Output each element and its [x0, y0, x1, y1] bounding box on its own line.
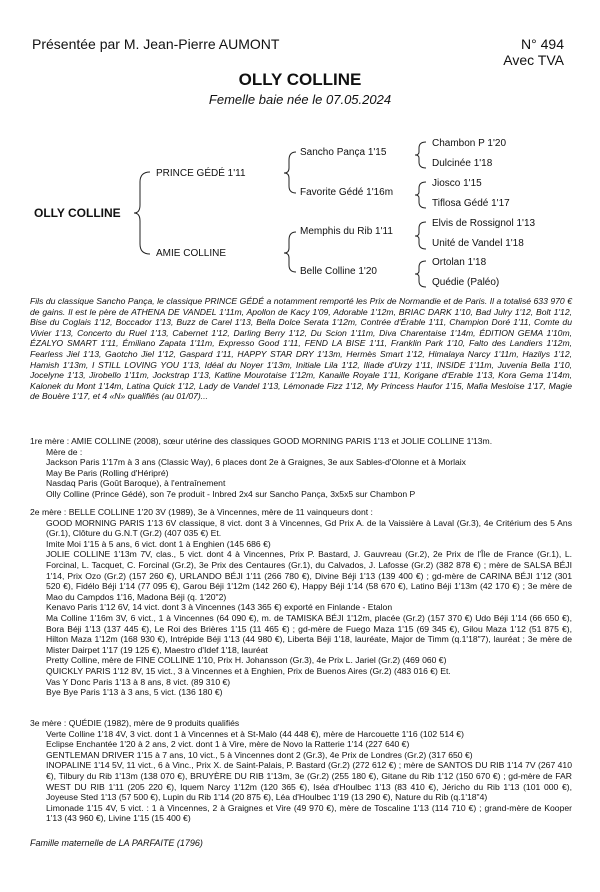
- pedigree-dsd: Unité de Vandel 1'18: [432, 238, 524, 249]
- horse-title: OLLY COLLINE: [238, 70, 362, 89]
- second-dam-line: Pretty Colline, mère de FINE COLLINE 1'10, Prix H. Johansson (Gr.3), 4e Prix L. Jariel (Gr.2) (469 060 €): [46, 655, 447, 666]
- first-dam-heading: 1re mère : AMIE COLLINE (2008), sœur utérine des classiques GOOD MORNING PARIS 1'13 et JOLIE COLLINE 1'13m.: [30, 436, 493, 446]
- first-dam-line: Olly Colline (Prince Gédé), son 7e produit - Inbred 2x4 sur Sancho Pança, 3x5x5 sur Chambon P: [46, 488, 416, 499]
- second-dam-line: Vas Y Donc Paris 1'13 à 8 ans, 8 vict. (89 310 €): [46, 676, 231, 687]
- pedigree-dam-dam: Belle Colline 1'20: [300, 266, 377, 277]
- pedigree-ssd: Dulcinée 1'18: [432, 158, 493, 169]
- pedigree-sire-dam: Favorite Gédé 1'16m: [300, 187, 394, 198]
- pedigree-dam: AMIE COLLINE: [156, 248, 227, 259]
- third-dam-line: Verte Colline 1'18 4V, 3 vict. dont 1 à Vincennes et à St-Malo (44 448 €), mère de Harcouette 1'16 (102 514 €): [46, 728, 464, 739]
- pedigree-sire-sire: Sancho Pança 1'15: [300, 147, 387, 158]
- first-dam-sub: Mère de :: [46, 446, 83, 457]
- second-dam-line: Bye Bye Paris 1'13 à 3 ans, 5 vict. (136 180 €): [46, 687, 223, 698]
- first-dam-section: [30, 436, 572, 500]
- pedigree-horse: OLLY COLLINE: [34, 206, 121, 220]
- second-dam-line: Ma Colline 1'16m 3V, 6 vict., 1 à Vincennes (64 090 €), m. de TAMISKA BÉJI 1'12m, placée (Gr.2) (157 370 €) Udo Béji 1'14 (66 650 €), Bora Béji 1'13 (137 445 €), Le Roi des Brières 1'15 (11 465 €) ; gd-mère de Fuego Maza 1'15 (69 345 €), Gilou Maza 1'12 (51 875 €), Hilton Maza 1'12m (168 930 €), Intrépide Béji 1'13 (44 980 €), Liberta Béji 1'18, lauréate, Major de Timm (q.1'18"7), lauréat ; 3e mère de Mister Dairpet 1'17 (19 125 €), Maestro d'Idef 1'18, lauréat: [46, 612, 572, 655]
- maternal-family-footer: Famille maternelle de LA PARFAITE (1796): [30, 838, 203, 848]
- second-dam-line: JOLIE COLLINE 1'13m 7V, clas., 5 vict. dont 4 à Vincennes, Prix P. Bastard, J. Gauvreau (Gr.2), 2e Prix de l'Île de France (Gr.1), L. Forcinal, L. Tacquet, C. Forcinal (Gr.2), 3e Prix des Centaures (Gr.1), du Calvados, J. Lafosse (Gr.2) (382 878 €) ; mère de SALSA BÉJI 1'14, Prix Ozo (Gr.2) (157 260 €), URLANDO BÉJI 1'11 (266 780 €), Divine Béji 1'13 (139 400 €) ; gd-mère de CARINA BÉJI 1'12 (301 520 €), Fidélo Béji 1'14 (77 095 €), Garou Béji 1'12m (142 260 €), Happy Béji 1'14 (58 670 €), Latino Béji 1'13m (42 170 €) ; 3e mère de Mao du Campdos 1'16, Madona Béji (q. 1'20"2): [46, 549, 572, 602]
- pedigree-ddd: Quédie (Paléo): [432, 277, 500, 288]
- third-dam-heading: 3e mère : QUÉDIE (1982), mère de 9 produits qualifiés: [30, 718, 240, 728]
- pedigree-dss: Elvis de Rossignol 1'13: [432, 218, 536, 229]
- sire-intro-paragraph: [30, 296, 572, 402]
- first-dam-line: Jackson Paris 1'17m à 3 ans (Classic Way), 6 places dont 2e à Graignes, 3e aux Sables-d'Olonne et à Morlaix: [46, 457, 466, 468]
- first-dam-line: May Be Paris (Rolling d'Héripré): [46, 467, 169, 478]
- third-dam-line: INOPALINE 1'14 5V, 11 vict., 6 à Vinc., Prix X. de Saint-Palais, P. Bastard (Gr.2) (272 612 €) ; mère de SANTOS DU RIB 1'14 7V (267 410 €), Tilbury du Rib 1'13m (138 070 €), BRUYÈRE DU RIB 1'13m, 3e (Gr.2) (255 180 €), Gitane du Rib 1'12 (150 670 €) ; gd-mère de FAR WEST DU RIB 1'11 (205 220 €), Iquem Narcy 1'12m (120 365 €), Iséa d'Houlbec 1'13 (83 410 €), Jéricho du Rib 1'13 (101 000 €), Joyeuse Sted 1'13 (57 500 €), Lupin du Rib 1'14 (20 875 €), Léa d'Houlbec 1'19 (13 290 €), Nature du Rib (q.1'18"4): [46, 760, 572, 803]
- pedigree-sire: PRINCE GÉDÉ 1'11: [156, 168, 246, 179]
- pedigree-sdd: Tiflosa Gédé 1'17: [432, 198, 510, 209]
- third-dam-section: [30, 718, 572, 824]
- second-dam-line: QUICKLY PARIS 1'12 8V, 15 vict., 3 à Vincennes et à Enghien, Prix de Buenos Aires (Gr.2) (483 016 €) Et.: [46, 665, 451, 676]
- second-dam-line: Imite Moi 1'15 à 5 ans, 6 vict. dont 1 à Enghien (145 686 €): [46, 538, 271, 549]
- first-dam-line: Nasdaq Paris (Goût Baroque), à l'entraînement: [46, 478, 226, 489]
- vat-label: Avec TVA: [503, 52, 564, 68]
- pedigree-dds: Ortolan 1'18: [432, 257, 487, 268]
- second-dam-line: GOOD MORNING PARIS 1'13 6V classique, 8 vict. dont 3 à Vincennes, Gd Prix A. de la Vaissière à Laval (Gr.3), 4e Critérium des 5 Ans (Gr.1), Clôture du G.N.T (Gr.2) (407 035 €) Et.: [46, 517, 572, 539]
- second-dam-heading: 2e mère : BELLE COLLINE 1'20 3V (1989), 3e à Vincennes, mère de 11 vainqueurs dont :: [30, 507, 373, 517]
- horse-description: Femelle baie née le 07.05.2024: [208, 92, 392, 107]
- lot-number: N° 494: [521, 36, 564, 52]
- second-dam-section: [30, 507, 572, 698]
- third-dam-line: Limonade 1'15 4V, 5 vict. : 1 à Vincennes, 2 à Graignes et Vire (49 970 €), mère de Toscaline 1'13 (114 710 €) ; grand-mère de Kooper 1'13 (43 960 €), Livine 1'15 (15 400 €): [46, 802, 572, 824]
- third-dam-line: GENTLEMAN DRIVER 1'15 à 7 ans, 10 vict., 5 à Vincennes dont 2 (Gr.3), 4e Prix de Londres (Gr.2) (317 650 €): [46, 749, 473, 760]
- pedigree-dam-sire: Memphis du Rib 1'11: [300, 226, 393, 237]
- presenter-line: Présentée par M. Jean-Pierre AUMONT: [32, 36, 280, 52]
- third-dam-line: Eclipse Enchantée 1'20 à 2 ans, 2 vict. dont 1 à Vire, mère de Novo la Ratterie 1'14 (227 640 €): [46, 739, 410, 750]
- second-dam-line: Kenavo Paris 1'12 6V, 14 vict. dont 3 à Vincennes (143 365 €) exporté en Finlande - Etalon: [46, 602, 393, 613]
- sire-intro-text: Fils du classique Sancho Pança, le classique PRINCE GÉDÉ a notamment remporté les Prix de Normandie et de Paris. Il a totalisé 633 970 € de gains. Il est le père de ATHENA DE VANDEL 1'11m, Apollon de Kacy 1'09, Adorable 1'12m, BRIAC DARK 1'10, Bad Julry 1'12, Bolt 1'12, Bise du Coglais 1'12, Boccador 1'13, Buzz de Carel 1'13, Bella Dolce Serata 1'12m, Contrée d'Érable 1'11, Champion Doré 1'11, Comte du Vivier 1'13, Concerto du Ruel 1'13, Cabernet 1'12, Darling Berry 1'12, Du Scion 1'11m, Diva Charentaise 1'14m, ÉDITION GEMA 1'10m, ÉZALYO SMART 1'11, Émiliano Zapata 1'11m, Expresso Good 1'11, FEND LA BISE 1'11, Franklin Park 1'10, Falto des Landiers 1'12m, Fearless Jiel 1'13, Gaotcho Jiel 1'12, Gaspard 1'11, HAPPY STAR DRY 1'13m, Hermès Smart 1'12, Himalaya Narcy 1'11m, Hazilys 1'12, Hamish 1'13m, I STILL LOVING YOU 1'13, Idéal du Noyer 1'13m, Initiale Lila 1'12, Iliade d'Urzy 1'11, INSIDE 1'11m, Juvenia Bella 1'10, Jocelyne 1'13, Jirobello 1'11m, Jockstrap 1'13, Katline Mourotaise 1'12m, Kanaille Royale 1'11, Korigane d'Erable 1'13, Kora Gema 1'14m, Kalonek du Mont 1'14m, Latina Quick 1'12, Lady de Vandel 1'13, Lémonade Fizz 1'12, My Princess Haufor 1'15, Mafia Mesloise 1'17, Magie de Bouère 1'17, et 4 «N» qualifiés (au 01/07)...: [30, 296, 572, 402]
- pedigree-sds: Jiosco 1'15: [432, 178, 482, 189]
- pedigree-sss: Chambon P 1'20: [432, 138, 506, 149]
